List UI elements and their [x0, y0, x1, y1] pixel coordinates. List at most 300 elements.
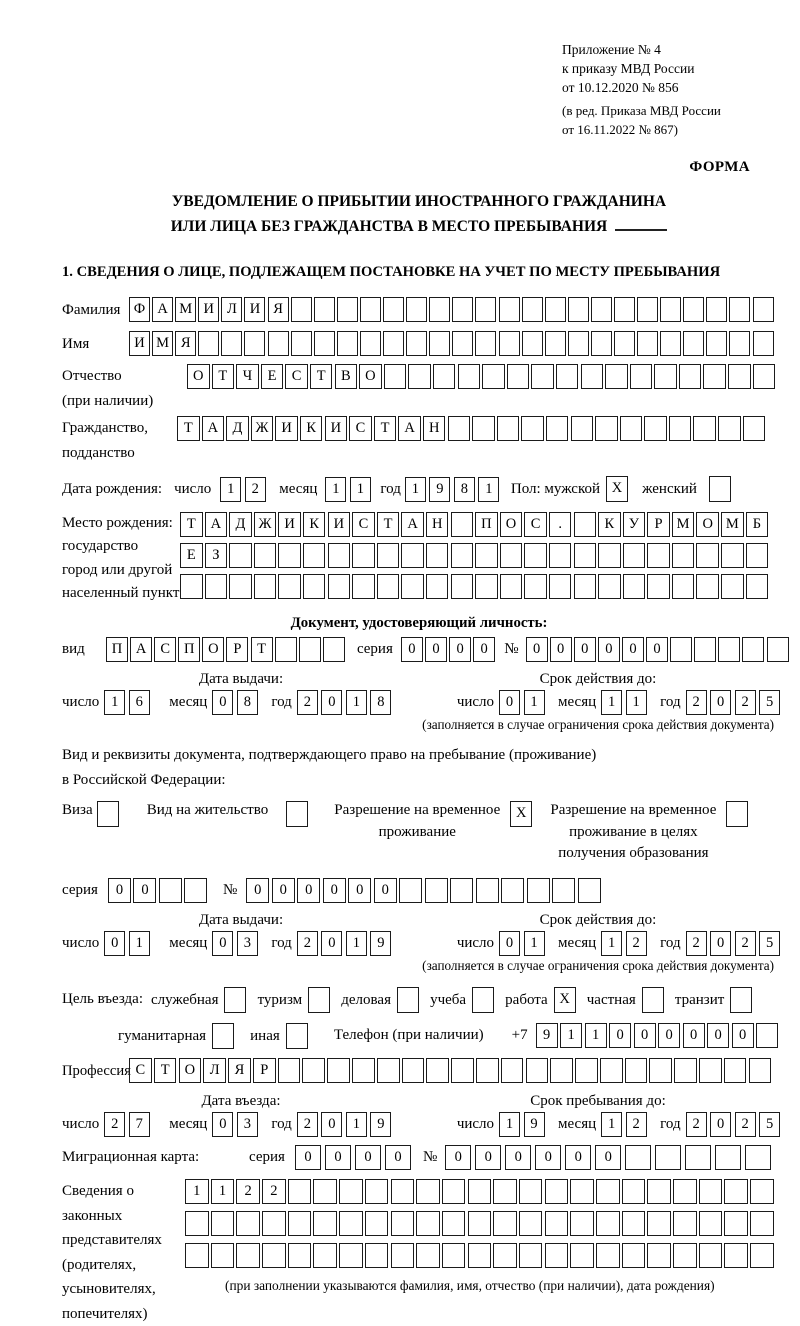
- form-cell: [522, 331, 543, 356]
- form-cell: [622, 1179, 646, 1204]
- form-cell: [314, 297, 335, 322]
- entry-year-cells: [297, 1112, 395, 1137]
- form-cell: [718, 637, 740, 662]
- mig-seriya-cells: [295, 1145, 415, 1170]
- form-cell: [591, 297, 612, 322]
- form-cell: [647, 1243, 671, 1268]
- permit-issue-year-cells: [297, 931, 395, 956]
- temp-edu-checkbox: [726, 801, 750, 827]
- form-cell: [750, 1243, 774, 1268]
- permit-valid-until-heading: Срок действия до:: [539, 912, 657, 929]
- form-cell: 8: [237, 690, 258, 715]
- form-cell: 0: [526, 637, 548, 662]
- form-cell: [377, 543, 400, 568]
- form-cell: [598, 543, 621, 568]
- form-cell: [693, 416, 716, 441]
- form-cell: [493, 1211, 517, 1236]
- form-cell: В: [335, 364, 358, 389]
- iddoc-issue-date-group: число 1 6 месяц 0 8 год 2 0 1 8: [62, 690, 395, 715]
- form-cell: [706, 331, 727, 356]
- form-cell: [729, 331, 750, 356]
- form-cell: [327, 1058, 350, 1083]
- stay-day-cells: [499, 1112, 548, 1137]
- form-cell: [377, 574, 400, 599]
- form-cell: 1: [346, 1112, 367, 1137]
- form-cell: [302, 1058, 325, 1083]
- form-cell: 2: [236, 1179, 260, 1204]
- form-cell: 0: [574, 637, 596, 662]
- form-cell: [229, 574, 252, 599]
- form-cell: [552, 878, 575, 903]
- iddoc-valid-year-cells: [686, 690, 784, 715]
- form-cell: [236, 1243, 260, 1268]
- form-cell: [399, 878, 422, 903]
- business-checkbox: [397, 987, 421, 1013]
- appendix-header: [562, 40, 776, 139]
- form-cell: И: [328, 512, 351, 537]
- revision-line: (в ред. Приказа МВД России: [562, 103, 721, 119]
- form-cell: 0: [449, 637, 471, 662]
- purpose-row2: [118, 1022, 776, 1049]
- form-cell: 0: [321, 690, 342, 715]
- form-cell: [753, 297, 774, 322]
- form-cell: 0: [622, 637, 644, 662]
- iddoc-seriya-cells: [401, 637, 497, 662]
- form-cell: 0: [212, 1112, 233, 1137]
- form-cell: 6: [129, 690, 150, 715]
- representatives-label: Сведения о законных представителях (родителях, усыновителях, попечителях): [62, 1183, 162, 1322]
- form-cell: 0: [710, 931, 731, 956]
- purpose-label: Цель въезда:: [62, 991, 143, 1008]
- form-cell: [724, 1243, 748, 1268]
- form-cell: [426, 543, 449, 568]
- form-cell: [211, 1243, 235, 1268]
- form-cell: 5: [759, 690, 780, 715]
- permit-options-row: [62, 800, 776, 865]
- form-cell: [605, 364, 628, 389]
- form-cell: [205, 574, 228, 599]
- form-cell: [526, 1058, 549, 1083]
- form-cell: [97, 801, 119, 827]
- form-cell: 2: [686, 1112, 707, 1137]
- entry-month-cells: [212, 1112, 261, 1137]
- form-cell: [649, 1058, 672, 1083]
- form-cell: 0: [646, 637, 668, 662]
- form-cell: 3: [237, 1112, 258, 1137]
- form-cell: 1: [104, 690, 125, 715]
- form-cell: [425, 878, 448, 903]
- stay-year-cells: [686, 1112, 784, 1137]
- form-cell: [397, 987, 419, 1013]
- form-cell: 0: [212, 690, 233, 715]
- form-cell: 1: [601, 1112, 622, 1137]
- permit-valid-date-group: число 0 1 месяц 1 2 год 2 0 2 5: [457, 931, 784, 956]
- form-cell: [212, 1023, 234, 1049]
- form-cell: И: [278, 512, 301, 537]
- form-cell: [672, 543, 695, 568]
- form-cell: 5: [759, 931, 780, 956]
- form-cell: 0: [272, 878, 295, 903]
- form-cell: Е: [180, 543, 203, 568]
- form-title-line1: УВЕДОМЛЕНИЕ О ПРИБЫТИИ ИНОСТРАННОГО ГРАЖДАНИНА: [171, 193, 667, 211]
- form-cell: [637, 331, 658, 356]
- form-cell: 1: [129, 931, 150, 956]
- form-cell: [452, 297, 473, 322]
- form-cell: [521, 416, 544, 441]
- form-cell: М: [672, 512, 695, 537]
- form-cell: [429, 331, 450, 356]
- form-cell: [448, 416, 471, 441]
- form-cell: 0: [710, 1112, 731, 1137]
- form-cell: П: [106, 637, 128, 662]
- form-cell: [211, 1211, 235, 1236]
- form-cell: А: [401, 512, 424, 537]
- permit-valid-year-cells: [686, 931, 784, 956]
- form-cell: [500, 574, 523, 599]
- form-cell: X: [554, 987, 576, 1013]
- form-cell: [278, 543, 301, 568]
- form-cell: 0: [550, 637, 572, 662]
- form-cell: [314, 331, 335, 356]
- iddoc-issue-year-cells: [297, 690, 395, 715]
- form-cell: [726, 801, 748, 827]
- form-cell: [303, 543, 326, 568]
- form-cell: [660, 297, 681, 322]
- form-cell: 0: [732, 1023, 754, 1048]
- form-cell: [683, 297, 704, 322]
- form-cell: [278, 574, 301, 599]
- form-cell: 0: [595, 1145, 621, 1170]
- form-cell: [721, 543, 744, 568]
- title-blank-underline: [615, 218, 667, 231]
- form-cell: [756, 1023, 778, 1048]
- form-cell: 0: [658, 1023, 680, 1048]
- form-cell: [507, 364, 530, 389]
- form-cell: [450, 878, 473, 903]
- iddoc-issue-day-cells: [104, 690, 153, 715]
- permit-valid-day-cells: [499, 931, 548, 956]
- form-cell: [337, 331, 358, 356]
- form-cell: [391, 1211, 415, 1236]
- form-cell: И: [244, 297, 265, 322]
- form-cell: К: [300, 416, 323, 441]
- form-cell: [501, 878, 524, 903]
- form-cell: 2: [245, 477, 266, 502]
- form-cell: [596, 1243, 620, 1268]
- form-cell: [595, 416, 618, 441]
- form-cell: 0: [321, 931, 342, 956]
- form-cell: [442, 1179, 466, 1204]
- phone-cells: [536, 1023, 781, 1048]
- form-cell: [519, 1179, 543, 1204]
- profession-cells: [129, 1058, 773, 1083]
- form-cell: [767, 637, 789, 662]
- iddoc-num-cells: [526, 637, 791, 662]
- form-cell: [426, 574, 449, 599]
- form-cell: [360, 297, 381, 322]
- form-cell: А: [152, 297, 173, 322]
- form-cell: 2: [104, 1112, 125, 1137]
- form-cell: [365, 1243, 389, 1268]
- form-cell: [673, 1211, 697, 1236]
- iddoc-valid-until-heading: Срок действия до:: [539, 670, 657, 687]
- form-cell: Л: [203, 1058, 226, 1083]
- form-cell: [475, 331, 496, 356]
- form-cell: [519, 1211, 543, 1236]
- form-cell: [468, 1179, 492, 1204]
- form-cell: X: [606, 476, 628, 502]
- form-cell: [596, 1179, 620, 1204]
- birth-month-cells: [325, 477, 374, 502]
- form-cell: Я: [228, 1058, 251, 1083]
- representatives-note: (при заполнении указываются фамилия, имя, отчество (при наличии), дата рождения): [225, 1278, 715, 1294]
- form-cell: 1: [350, 477, 371, 502]
- form-cell: [185, 1211, 209, 1236]
- form-cell: [746, 543, 769, 568]
- form-cell: [647, 1179, 671, 1204]
- form-cell: [291, 297, 312, 322]
- form-cell: [574, 574, 597, 599]
- form-cell: [451, 1058, 474, 1083]
- form-cell: [198, 331, 219, 356]
- visa-option: Виза: [62, 800, 121, 827]
- form-cell: [703, 364, 726, 389]
- form-cell: 0: [707, 1023, 729, 1048]
- form-cell: 0: [475, 1145, 501, 1170]
- iddoc-valid-date-group: число 0 1 месяц 1 1 год 2 0 2 5: [457, 690, 784, 715]
- form-cell: [352, 574, 375, 599]
- form-cell: [229, 543, 252, 568]
- form-cell: Т: [310, 364, 333, 389]
- form-cell: [524, 543, 547, 568]
- birth-day-label: число: [174, 480, 212, 497]
- form-cell: 2: [735, 690, 756, 715]
- form-cell: Д: [226, 416, 249, 441]
- form-cell: [500, 543, 523, 568]
- birth-month-label: месяц: [279, 480, 318, 497]
- form-cell: [696, 543, 719, 568]
- form-cell: 1: [220, 477, 241, 502]
- surname-label: Фамилия: [62, 301, 121, 318]
- permit-issue-day-cells: [104, 931, 153, 956]
- form-cell: [623, 543, 646, 568]
- form-cell: [221, 331, 242, 356]
- form-cell: 0: [505, 1145, 531, 1170]
- form-cell: М: [175, 297, 196, 322]
- form-cell: Р: [253, 1058, 276, 1083]
- form-cell: О: [187, 364, 210, 389]
- representatives-row2-cells: [185, 1211, 776, 1236]
- form-cell: 2: [686, 931, 707, 956]
- form-cell: [406, 331, 427, 356]
- form-cell: [550, 1058, 573, 1083]
- form-cell: [724, 1179, 748, 1204]
- form-cell: 1: [325, 477, 346, 502]
- form-cell: .: [549, 512, 572, 537]
- form-cell: 0: [499, 690, 520, 715]
- revision-line: от 16.11.2022 № 867): [562, 121, 679, 137]
- form-cell: 7: [129, 1112, 150, 1137]
- form-cell: 1: [560, 1023, 582, 1048]
- form-cell: 0: [295, 1145, 321, 1170]
- form-cell: [472, 987, 494, 1013]
- form-cell: 2: [297, 690, 318, 715]
- form-cell: [750, 1211, 774, 1236]
- form-cell: [408, 364, 431, 389]
- birth-year-label: год: [380, 480, 401, 497]
- form-cell: [660, 331, 681, 356]
- form-cell: [545, 297, 566, 322]
- form-cell: [596, 1211, 620, 1236]
- surname-cells: [129, 297, 776, 322]
- form-cell: [185, 1243, 209, 1268]
- form-cell: [402, 1058, 425, 1083]
- form-cell: [482, 364, 505, 389]
- form-cell: [622, 1243, 646, 1268]
- iddoc-seriya-label: серия: [356, 640, 393, 657]
- form-cell: Ф: [129, 297, 150, 322]
- entry-day-cells: [104, 1112, 153, 1137]
- form-cell: [159, 878, 182, 903]
- form-cell: [303, 574, 326, 599]
- form-cell: [598, 574, 621, 599]
- form-cell: 1: [405, 477, 426, 502]
- form-cell: [180, 574, 203, 599]
- form-cell: [475, 543, 498, 568]
- form-cell: П: [475, 512, 498, 537]
- form-cell: К: [303, 512, 326, 537]
- form-cell: А: [398, 416, 421, 441]
- purpose-official: служебная: [151, 987, 249, 1013]
- birthplace-row1-cells: [180, 512, 770, 537]
- form-cell: [442, 1243, 466, 1268]
- permit-valid-month-cells: [601, 931, 650, 956]
- form-cell: [236, 1211, 260, 1236]
- form-cell: [685, 1145, 711, 1170]
- entry-date-heading: Дата въезда:: [201, 1093, 281, 1110]
- form-cell: [531, 364, 554, 389]
- form-cell: [570, 1211, 594, 1236]
- form-cell: Т: [212, 364, 235, 389]
- form-cell: [728, 364, 751, 389]
- form-cell: 8: [370, 690, 391, 715]
- form-cell: 8: [454, 477, 475, 502]
- form-cell: [339, 1243, 363, 1268]
- stay-until-heading: Срок пребывания до:: [530, 1093, 666, 1110]
- name-label: Имя: [62, 335, 90, 352]
- temp-permit-label: Разрешение на временное проживание: [334, 801, 501, 840]
- form-cell: [699, 1058, 722, 1083]
- forma-label: ФОРМА: [689, 159, 750, 176]
- form-cell: [642, 987, 664, 1013]
- form-cell: Я: [268, 297, 289, 322]
- form-cell: [574, 512, 597, 537]
- permit-seriya-label: серия: [62, 882, 98, 899]
- iddoc-vid-cells: [106, 637, 347, 662]
- form-cell: [524, 574, 547, 599]
- sex-male-label: Пол: мужской: [510, 480, 601, 497]
- appendix-line: от 10.12.2020 № 856: [562, 80, 679, 96]
- form-cell: О: [359, 364, 382, 389]
- birthplace-label: Место рождения: государство город или другой населенный пункт: [62, 514, 180, 602]
- tourism-checkbox: [308, 987, 332, 1013]
- form-cell: [745, 1145, 771, 1170]
- form-cell: [549, 543, 572, 568]
- form-cell: [620, 416, 643, 441]
- form-cell: 0: [425, 637, 447, 662]
- form-cell: [743, 416, 766, 441]
- representatives-row3-cells: [185, 1243, 776, 1268]
- form-cell: [384, 364, 407, 389]
- form-cell: 0: [499, 931, 520, 956]
- name-cells: [129, 331, 776, 356]
- form-cell: [451, 574, 474, 599]
- form-cell: 0: [565, 1145, 591, 1170]
- form-cell: [416, 1179, 440, 1204]
- form-cell: 1: [211, 1179, 235, 1204]
- sex-female-checkbox: [709, 476, 733, 502]
- form-cell: [673, 1243, 697, 1268]
- form-cell: [416, 1211, 440, 1236]
- form-cell: [268, 331, 289, 356]
- form-cell: [570, 1243, 594, 1268]
- form-cell: [749, 1058, 772, 1083]
- permit-paragraph: Вид и реквизиты документа, подтверждающего право на пребывание (проживание) в Российской Федерации:: [62, 746, 597, 789]
- form-cell: 1: [346, 931, 367, 956]
- form-cell: 1: [626, 690, 647, 715]
- transit-checkbox: [730, 987, 754, 1013]
- private-checkbox: [642, 987, 666, 1013]
- mig-num-cells: [445, 1145, 775, 1170]
- form-cell: [575, 1058, 598, 1083]
- form-cell: [545, 1211, 569, 1236]
- other-checkbox: [286, 1023, 310, 1049]
- form-cell: [753, 331, 774, 356]
- form-cell: Б: [746, 512, 769, 537]
- form-cell: [527, 878, 550, 903]
- form-cell: [644, 416, 667, 441]
- form-cell: [674, 1058, 697, 1083]
- form-cell: [746, 574, 769, 599]
- form-cell: У: [623, 512, 646, 537]
- appendix-line: к приказу МВД России: [562, 61, 695, 77]
- form-cell: [401, 543, 424, 568]
- form-cell: 0: [348, 878, 371, 903]
- form-cell: П: [178, 637, 200, 662]
- form-cell: [622, 1211, 646, 1236]
- temp-permit-checkbox: [510, 801, 534, 827]
- purpose-humanitarian: гуманитарная: [118, 1023, 236, 1049]
- form-cell: 2: [735, 1112, 756, 1137]
- form-cell: [545, 331, 566, 356]
- form-cell: [406, 297, 427, 322]
- permit-num-cells: [246, 878, 603, 903]
- form-cell: [291, 331, 312, 356]
- form-cell: X: [510, 801, 532, 827]
- form-cell: С: [352, 512, 375, 537]
- form-cell: [278, 1058, 301, 1083]
- form-cell: [706, 297, 727, 322]
- form-cell: [614, 297, 635, 322]
- form-cell: [475, 574, 498, 599]
- form-cell: [499, 297, 520, 322]
- form-cell: [721, 574, 744, 599]
- form-cell: 0: [321, 1112, 342, 1137]
- form-cell: [328, 543, 351, 568]
- form-cell: [288, 1243, 312, 1268]
- patronymic-cells: [187, 364, 777, 389]
- form-cell: Т: [177, 416, 200, 441]
